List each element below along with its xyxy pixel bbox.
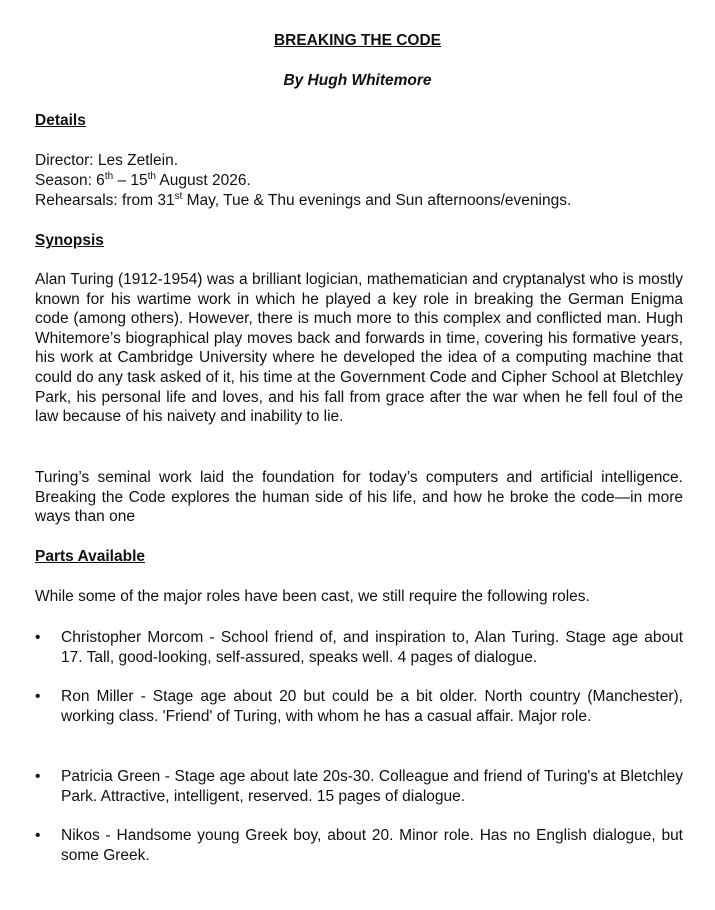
document-title: BREAKING THE CODE [273,32,442,49]
role-text: Nikos - Handsome young Greek boy, about 20. Minor role. Has no English dialogue, but some Greek. [61,827,683,864]
season-middle: – 15 [113,172,148,189]
season-sup-2: th [147,171,156,182]
synopsis-paragraph-1: Alan Turing (1912-1954) was a brilliant logician, mathematician and cryptanalyst who is mostly known for his wartime work in which he played a key role in breaking the German Enigma code (among others). However, there is much more to this complex and conflicted man. Hugh Whitemore’s biographical play moves back and forwards in time, covering his formative years, his work at Cambridge University where he developed the idea of a computing machine that could do any task asked of it, his time at the Government Code and Cipher School at Bletchley Park, his personal life and loves, and his fall from grace after the war when he fell foul of the law because of his naivety and inability to lie. [35,271,683,426]
role-text: Ron Miller - Stage age about 20 but could be a bit older. North country (Manchester), working class. 'Friend' of Turing, with whom he has a casual affair. Major role. [61,688,683,725]
bullet-icon: • [35,827,41,844]
director-line: Director: Les Zetlein. [35,152,178,169]
season-suffix: August 2026. [155,172,251,189]
synopsis-heading: Synopsis [35,232,104,249]
parts-intro: While some of the major roles have been cast, we still require the following roles. [35,588,590,605]
role-text: Patricia Green - Stage age about late 20s-30. Colleague and friend of Turing's at Bletchley Park. Attractive, intelligent, reserved. 15 pages of dialogue. [61,768,683,805]
rehearsals-sup: st [174,191,183,202]
role-text: Christopher Morcom - School friend of, and inspiration to, Alan Turing. Stage age about 17. Tall, good-looking, self-assured, speaks well. 4 pages of dialogue. [61,629,683,666]
rehearsals-suffix: May, Tue & Thu evenings and Sun afternoons/evenings. [182,192,572,209]
parts-heading: Parts Available [35,548,145,565]
details-heading: Details [35,112,86,129]
author-line: By Hugh Whitemore [283,72,432,89]
bullet-icon: • [35,688,41,705]
synopsis-paragraph-2: Turing’s seminal work laid the foundation for today’s computers and artificial intelligence. Breaking the Code explores the human side of his life, and how he broke the code—in more ways than one [35,469,683,526]
bullet-icon: • [35,768,41,785]
rehearsals-prefix: Rehearsals: from 31 [35,192,175,209]
season-sup-1: th [104,171,114,182]
bullet-icon: • [35,629,41,646]
season-prefix: Season: 6 [35,172,105,189]
